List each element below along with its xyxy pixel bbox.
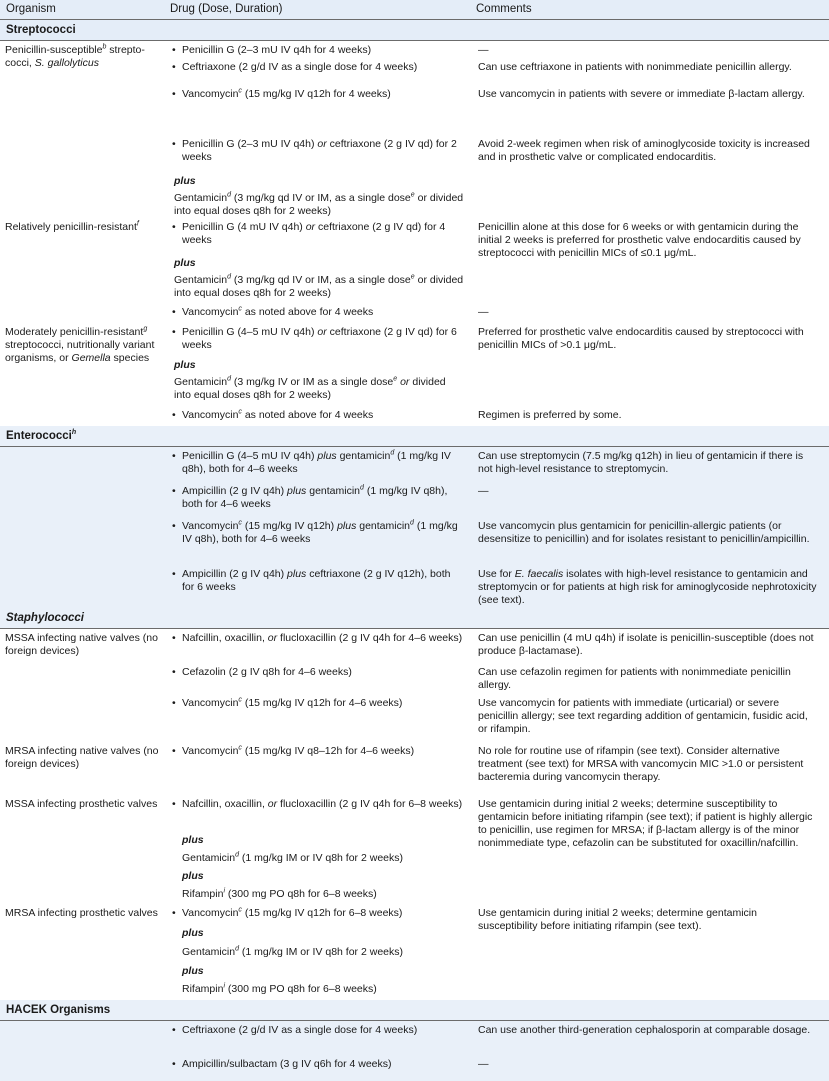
- group-mrsa-prosthetic: MRSA infecting prosthetic valves • Vancomycin$^c$ (15 mg/kg IV q12h for 6–8 weeks) plus Gentamicin$^d$ (1 mg/kg IM or IV q8h for 2 weeks) plus Rifampin$^i$ (300 mg PO q8h for 6–8 weeks) Use gentamicin during initial 2 weeks; determine gentamicin susceptibility before initiating rifampin (see text).: [0, 904, 829, 1000]
- table-row: • Cefazolin (2 g IV q8h for 4–6 weeks) Can use cefazolin regimen for patients with nonimmediate penicillin allergy.: [172, 666, 791, 691]
- plus-label: plus: [174, 359, 196, 371]
- plus-label: plus: [182, 834, 204, 846]
- table-row: • Penicillin G (4–5 mU IV q4h) plus gentamicin$^d$ (1 mg/kg IV q8h), both for 4–6 weeks Can use streptomycin (7.5 mg/kg q12h) in lieu of gentamicin if there is not high-level resistance to streptomycin.: [172, 449, 804, 475]
- table-row: • Vancomycin$^c$ (15 mg/kg IV q8–12h for 4–6 weeks) No role for routine use of rifampin (see text). Consider alternative treatment (see text) for MRSA with vancomycin MIC >1.0 or persistent bacteremia during vancomycin therapy.: [172, 744, 804, 783]
- plus-label: plus: [182, 965, 204, 977]
- table-header: [0, 0, 829, 20]
- plus-label: plus: [174, 257, 196, 269]
- table-row: • Ceftriaxone (2 g/d IV as a single dose for 4 weeks) Can use another third-generation cephalosporin at comparable dosage.: [172, 1024, 811, 1036]
- header-comments: Comments: [476, 3, 532, 15]
- group-mssa-native: MSSA infecting native valves (no foreign devices) • Nafcillin, oxacillin, or flucloxacillin (2 g IV q4h for 4–6 weeks) Can use penicillin (4 mU q4h) if isolate is penicillin-susceptible (does not produce β-lactamase). • Cefazolin (2 g IV q8h for 4–6 weeks) Can use cefazolin regimen for patients with nonimmediate penicillin allergy. • Vancomycin$^c$ (15 mg/kg IV q12h for 4–6 weeks) Use vancomycin for patients with immediate (urticarial) or severe penicillin allergy; see text regarding addition of gentamicin, fusidic acid, or rifampin.: [0, 629, 829, 742]
- table-row: • Penicillin G (2–3 mU IV q4h for 4 weeks) —: [172, 44, 489, 56]
- table-row: • Nafcillin, oxacillin, or flucloxacillin (2 g IV q4h for 6–8 weeks) plus Gentamicin$^d$ (1 mg/kg IM or IV q8h for 2 weeks) plus Rifampin$^i$ (300 mg PO q8h for 6–8 weeks) Use gentamicin during initial 2 weeks; determine susceptibility to gentamicin before initiating rifampin (see text); if patient is highly allergic to penicillin, use regimen for MRSA; if β-lactam allergy is of the minor nonimmediate type, cefazolin can be substituted for oxacillin/nafcillin.: [172, 798, 813, 900]
- group-moderately-resistant: Moderately penicillin-resistant$^g$ streptococci, nutritionally variant organisms, or Gemella species • Penicillin G (4–5 mU IV q4h) or ceftriaxone (2 g IV qd) for 6 weeks Preferred for prosthetic valve endocarditis caused by streptococci with penicillin MICs of >0.1 μg/mL. plus Gentamicin$^d$ (3 mg/kg IV or IM as a single dose$^e$ or divided into equal doses q8h for 2 weeks) • Vancomycin$^c$ as noted above for 4 weeks Regimen is preferred by some.: [0, 323, 829, 426]
- group-mssa-prosthetic: MSSA infecting prosthetic valves • Nafcillin, oxacillin, or flucloxacillin (2 g IV q4h for 6–8 weeks) plus Gentamicin$^d$ (1 mg/kg IM or IV q8h for 2 weeks) plus Rifampin$^i$ (300 mg PO q8h for 6–8 weeks) Use gentamicin during initial 2 weeks; determine susceptibility to gentamicin before initiating rifampin (see text); if patient is highly allergic to penicillin, use regimen for MRSA; if β-lactam allergy is of the minor nonimmediate type, cefazolin can be substituted for oxacillin/nafcillin.: [0, 795, 829, 904]
- plus-label: plus: [182, 870, 204, 882]
- table-row: • Vancomycin$^c$ (15 mg/kg IV q12h for 4 weeks) Use vancomycin in patients with severe or immediate β-lactam allergy.: [172, 87, 805, 100]
- header-drug: Drug (Dose, Duration): [170, 3, 283, 15]
- group-relatively-resistant: Relatively penicillin-resistant$^f$ • Penicillin G (4 mU IV q4h) or ceftriaxone (2 g IV qd) for 4 weeks Penicillin alone at this dose for 6 weeks or with gentamicin during the initial 2 weeks is preferred for prosthetic valve endocarditis caused by streptococci with penicillin MICs of ≤0.1 μg/mL. plus Gentamicin$^d$ (3 mg/kg qd IV or IM, as a single dose$^e$ or divided into equal doses q8h for 2 weeks) • Vancomycin$^c$ as noted above for 4 weeks —: [0, 218, 829, 323]
- table-row: • Penicillin G (2–3 mU IV q4h) or ceftriaxone (2 g IV qd) for 2 weeks Avoid 2-week regimen when risk of aminoglycoside toxicity is increased and in prosthetic valve or complicated endocarditis.: [172, 138, 810, 163]
- section-staphylococci: Staphylococci: [0, 608, 829, 629]
- table-row: • Ampicillin (2 g IV q4h) plus ceftriaxone (2 g IV q12h), both for 6 weeks Use for E. faecalis isolates with high-level resistance to gentamicin and streptomycin or for patients at high risk for aminoglycoside nephrotoxicity (see text).: [172, 568, 817, 606]
- organism-cell: Penicillin-susceptible$^b$ strepto- cocci, S. gallolyticus: [5, 43, 145, 69]
- group-enterococci: [0, 447, 829, 608]
- table-row: Gentamicin$^d$ (3 mg/kg qd IV or IM, as a single dose$^e$ or divided into equal doses q8h for 2 weeks): [174, 191, 464, 217]
- table-row: • Ampicillin/sulbactam (3 g IV q6h for 4 weeks) —: [172, 1058, 489, 1070]
- plus-label: plus: [174, 175, 196, 187]
- table-row: • Vancomycin$^c$ as noted above for 4 weeks —: [172, 305, 489, 318]
- section-hacek: HACEK Organisms: [0, 1000, 829, 1021]
- group-hacek: [0, 1021, 829, 1081]
- table-row: • Vancomycin$^c$ (15 mg/kg IV q12h for 6–8 weeks) plus Gentamicin$^d$ (1 mg/kg IM or IV q8h for 2 weeks) plus Rifampin$^i$ (300 mg PO q8h for 6–8 weeks) Use gentamicin during initial 2 weeks; determine gentamicin susceptibility before initiating rifampin (see text).: [172, 906, 757, 995]
- table-row: • Penicillin G (4 mU IV q4h) or ceftriaxone (2 g IV qd) for 4 weeks Penicillin alone at this dose for 6 weeks or with gentamicin during the initial 2 weeks is preferred for prosthetic valve endocarditis caused by streptococci with penicillin MICs of ≤0.1 μg/mL.: [172, 221, 801, 259]
- group-penicillin-susceptible: [0, 41, 829, 135]
- plus-label: plus: [182, 927, 204, 939]
- table-row: • Vancomycin$^c$ (15 mg/kg IV q12h) plus gentamicin$^d$ (1 mg/kg IV q8h), both for 4–6 weeks Use vancomycin plus gentamicin for penicillin-allergic patients (or desensitize to penicillin) and for isolates resistant to penicillin/ampicillin.: [172, 519, 810, 545]
- table-row: • Penicillin G (4–5 mU IV q4h) or ceftriaxone (2 g IV qd) for 6 weeks Preferred for prosthetic valve endocarditis caused by streptococci with penicillin MICs of >0.1 μg/mL.: [172, 326, 804, 351]
- table-row: • Ceftriaxone (2 g/d IV as a single dose for 4 weeks) Can use ceftriaxone in patients with nonimmediate penicillin allergy.: [172, 61, 792, 73]
- group-mrsa-native: MRSA infecting native valves (no foreign devices) • Vancomycin$^c$ (15 mg/kg IV q8–12h for 4–6 weeks) No role for routine use of rifampin (see text). Consider alternative treatment (see text) for MRSA with vancomycin MIC >1.0 or persistent bacteremia during vancomycin therapy.: [0, 742, 829, 795]
- table-row: • Ampicillin (2 g IV q4h) plus gentamicin$^d$ (1 mg/kg IV q8h), both for 4–6 weeks —: [172, 484, 489, 510]
- section-streptococci: Streptococci: [0, 20, 829, 41]
- group-penicillin-susceptible-2wk: [0, 135, 829, 218]
- table-row: • Nafcillin, oxacillin, or flucloxacillin (2 g IV q4h for 4–6 weeks) Can use penicillin (4 mU q4h) if isolate is penicillin-susceptible (does not produce β-lactamase).: [172, 632, 814, 657]
- header-organism: Organism: [6, 3, 56, 15]
- section-enterococci: Enterococci$^h$: [0, 426, 829, 447]
- table-row: • Vancomycin$^c$ as noted above for 4 weeks Regimen is preferred by some.: [172, 408, 622, 421]
- table-row: • Vancomycin$^c$ (15 mg/kg IV q12h for 4–6 weeks) Use vancomycin for patients with immediate (urticarial) or severe penicillin allergy; see text regarding addition of gentamicin, fusidic acid, or rifampin.: [172, 696, 808, 735]
- table-row: Gentamicin$^d$ (3 mg/kg qd IV or IM, as a single dose$^e$ or divided into equal doses q8h for 2 weeks): [174, 273, 464, 299]
- table-row: Gentamicin$^d$ (3 mg/kg IV or IM as a single dose$^e$ or divided into equal doses q8h for 2 weeks): [174, 375, 446, 401]
